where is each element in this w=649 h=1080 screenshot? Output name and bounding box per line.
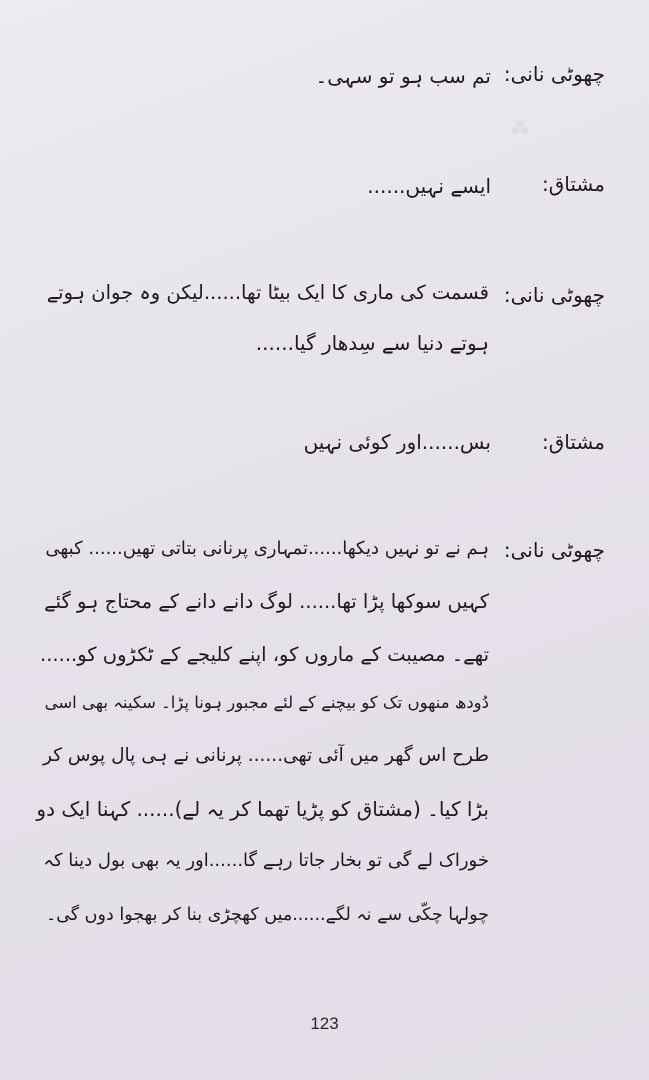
dialogue-line: دُودھ منھوں تک کو بیچنے کے لئے مجبور ہونا پڑا۔ سکینہ بھی اسی xyxy=(44,693,489,712)
dialogue-line: بڑا کیا۔ (مشتاق کو پڑیا تھما کر یہ لے)...... کہنا ایک دو xyxy=(36,797,489,821)
speaker-label: چھوٹی نانی: xyxy=(503,62,605,86)
speaker-label: چھوٹی نانی: xyxy=(503,283,605,307)
speaker-label: مشتاق: xyxy=(542,430,605,454)
bleed-through-text: ⁂ xyxy=(511,118,529,139)
dialogue-line: تم سب ہو تو سہی۔ xyxy=(315,64,491,88)
dialogue-line: تھے۔ مصیبت کے ماروں کو، اپنے کلیجے کے ٹکڑوں کو...... xyxy=(40,643,489,666)
speaker-label: چھوٹی نانی: xyxy=(503,538,605,562)
dialogue-line: بس......اور کوئی نہیں xyxy=(303,430,491,454)
dialogue-line: طرح اس گھر میں آئی تھی...... پرنانی نے ہی پال پوس کر xyxy=(43,745,489,766)
dialogue-line: قسمت کی ماری کا ایک بیٹا تھا......لیکن وہ جوان ہوتے xyxy=(46,281,489,304)
dialogue-line: ایسے نہیں...... xyxy=(367,174,491,198)
dialogue-line: کہیں سوکھا پڑا تھا...... لوگ دانے دانے کے محتاج ہو گئے xyxy=(44,590,489,613)
speaker-label: مشتاق: xyxy=(542,172,605,196)
page-number: 123 xyxy=(310,1014,339,1033)
dialogue-line: خوراک لے گی تو بخار جاتا رہے گا......اور یہ بھی بول دینا کہ xyxy=(43,850,489,871)
dialogue-line: ہوتے دنیا سے سِدھار گیا...... xyxy=(255,331,489,355)
dialogue-line: ہم نے تو نہیں دیکھا......تمہاری پرنانی بتاتی تھیں...... کبھی xyxy=(45,538,489,559)
dialogue-line: چولہا چکّی سے نہ لگے......میں کھچڑی بنا کر بھجوا دوں گی۔ xyxy=(45,905,489,925)
